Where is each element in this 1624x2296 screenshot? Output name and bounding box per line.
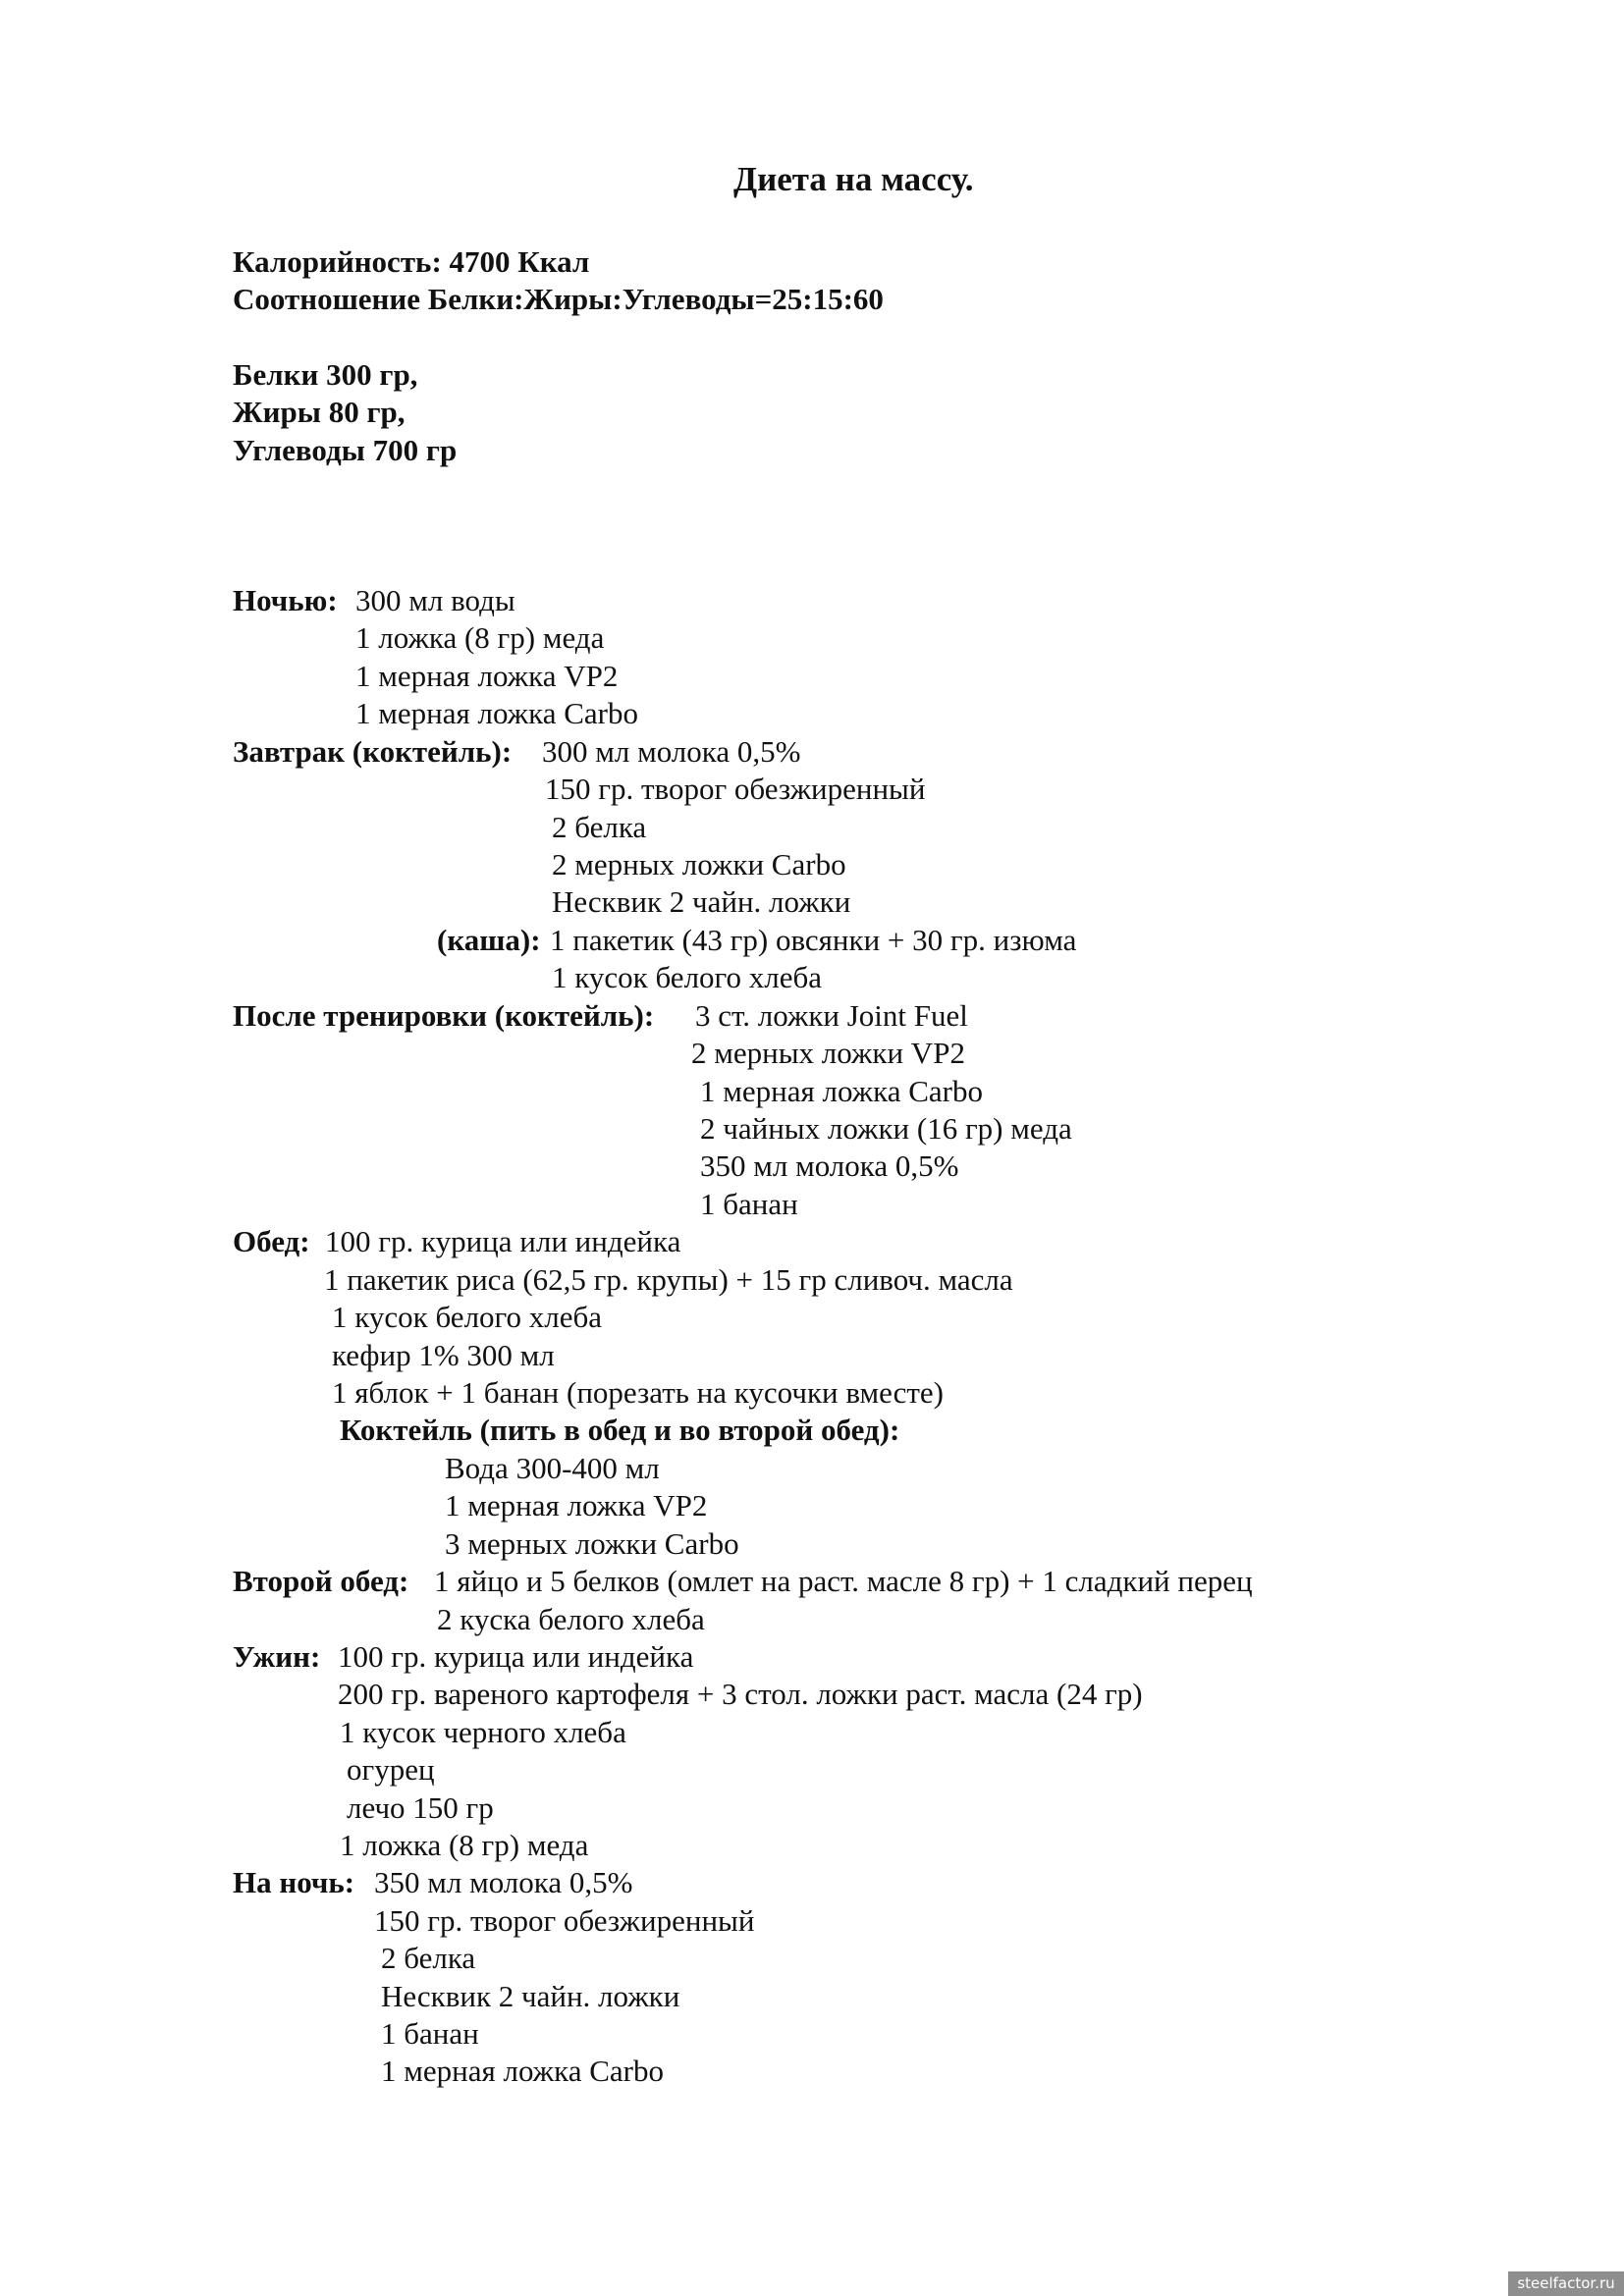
carbs-line: Углеводы 700 гр [233, 433, 458, 467]
meal-item: 1 мерная ложка VP2 [445, 1488, 708, 1522]
meal-label-night: Ночью: [233, 583, 338, 617]
meal-label-second-lunch: Второй обед: [233, 1564, 409, 1598]
meal-item: 3 ст. ложки Joint Fuel [695, 998, 968, 1033]
meal-item: 2 мерных ложки Carbo [552, 847, 846, 881]
meal-item: 350 мл молока 0,5% [700, 1148, 959, 1183]
meal-item: 200 гр. вареного картофеля + 3 стол. ложки раст. масла (24 гр) [338, 1677, 1143, 1711]
meal-item: 2 куска белого хлеба [437, 1602, 705, 1636]
meal-item: 2 мерных ложки VP2 [691, 1036, 965, 1070]
meal-item: 1 мерная ложка Carbo [381, 2054, 664, 2088]
meal-item: 1 мерная ложка Carbo [700, 1074, 983, 1108]
meal-item: 1 кусок белого хлеба [552, 960, 822, 994]
meal-item: 1 ложка (8 гр) меда [340, 1828, 589, 1862]
meal-item: 2 белка [381, 1941, 476, 1975]
meal-item: 1 пакетик (43 гр) овсянки + 30 гр. изюма [550, 923, 1077, 957]
meal-item: 1 банан [700, 1187, 798, 1221]
meal-item: 1 кусок черного хлеба [340, 1715, 626, 1749]
meal-item: 3 мерных ложки Carbo [445, 1526, 739, 1561]
meal-item: 1 мерная ложка Carbo [355, 696, 638, 730]
meal-item: 300 мл молока 0,5% [542, 734, 801, 769]
meal-item: 1 яблок + 1 банан (порезать на кусочки вместе) [332, 1375, 944, 1410]
meal-label-post-workout: После тренировки (коктейль): [233, 998, 655, 1033]
calories-line: Калорийность: 4700 Ккал [233, 244, 590, 279]
meal-item: 1 банан [381, 2016, 479, 2051]
meal-label-dinner: Ужин: [233, 1639, 321, 1674]
meal-item: 1 ложка (8 гр) меда [355, 620, 605, 655]
meal-label-lunch: Обед: [233, 1224, 310, 1258]
meal-label-before-bed: На ночь: [233, 1865, 355, 1899]
porridge-label: (каша): [437, 923, 541, 957]
meal-item: 350 мл молока 0,5% [374, 1865, 633, 1899]
meal-item: лечо 150 гр [347, 1790, 494, 1825]
meal-item: Вода 300-400 мл [445, 1451, 660, 1485]
meal-item: 1 пакетик риса (62,5 гр. крупы) + 15 гр сливоч. масла [324, 1262, 1013, 1297]
meal-item: 300 мл воды [355, 583, 515, 617]
meal-item: огурец [347, 1752, 435, 1787]
meal-item: 2 белка [552, 810, 647, 844]
protein-line: Белки 300 гр, [233, 357, 418, 392]
meal-item: 150 гр. творог обезжиренный [374, 1903, 755, 1938]
meal-item: 100 гр. курица или индейка [325, 1224, 681, 1258]
meal-item: 1 яйцо и 5 белков (омлет на раст. масле 8 гр) + 1 сладкий перец [434, 1564, 1253, 1598]
meal-label-breakfast: Завтрак (коктейль): [233, 734, 513, 769]
meal-item: Несквик 2 чайн. ложки [381, 1979, 680, 2013]
site-watermark: steelfactor.ru [1508, 2271, 1624, 2296]
meal-item: 100 гр. курица или индейка [338, 1639, 694, 1674]
meal-item: 1 мерная ложка VP2 [355, 659, 619, 693]
shake-label: Коктейль (пить в обед и во второй обед): [340, 1413, 900, 1447]
meal-item: кефир 1% 300 мл [332, 1338, 555, 1372]
ratio-line: Соотношение Белки:Жиры:Углеводы=25:15:60 [233, 282, 884, 316]
fat-line: Жиры 80 гр, [233, 395, 406, 429]
document-title: Диета на массу. [733, 160, 974, 198]
meal-item: Несквик 2 чайн. ложки [552, 884, 851, 919]
meal-item: 2 чайных ложки (16 гр) меда [700, 1111, 1072, 1146]
meal-item: 150 гр. творог обезжиренный [545, 772, 926, 806]
meal-item: 1 кусок белого хлеба [332, 1300, 602, 1334]
